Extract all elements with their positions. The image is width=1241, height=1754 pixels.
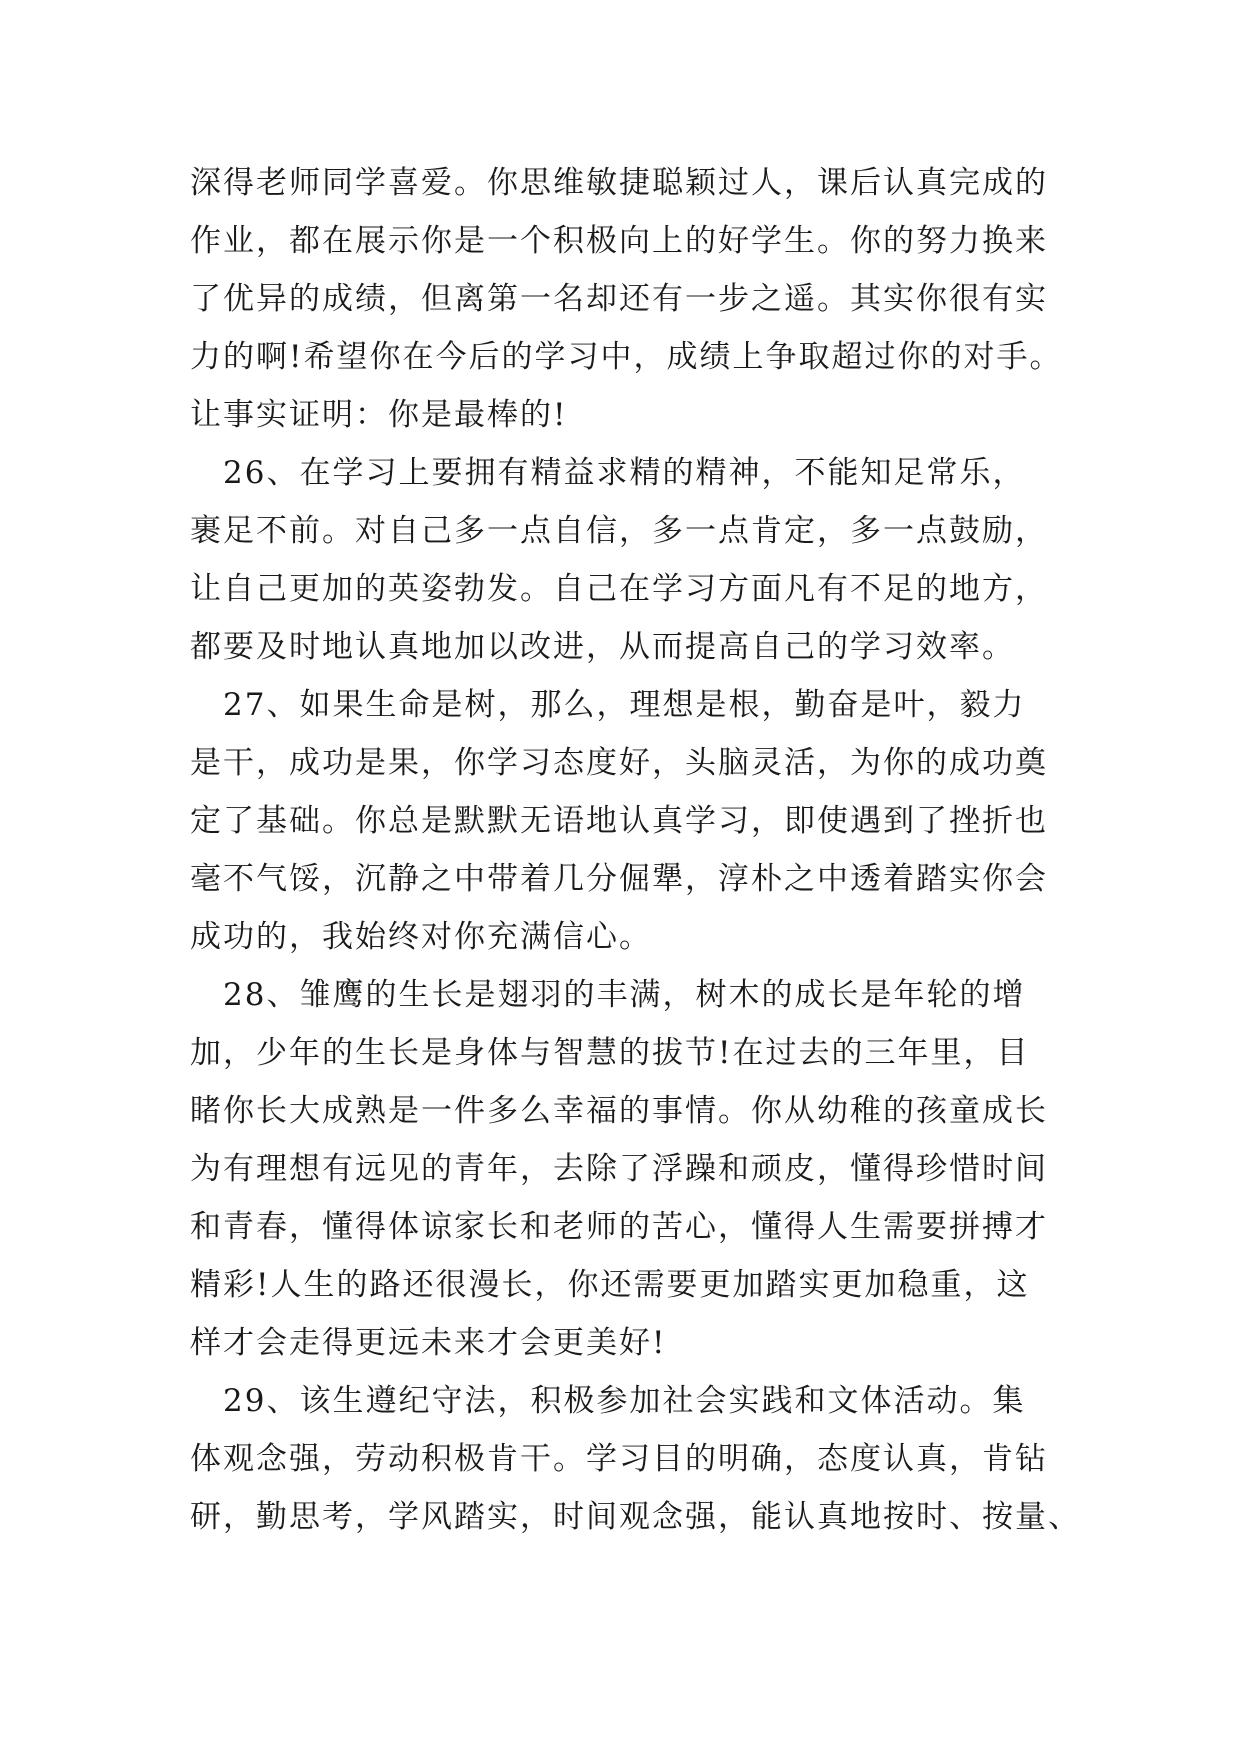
text-line: 29、该生遵纪守法，积极参加社会实践和文体活动。集	[190, 1383, 1026, 1419]
text-line: 和青春，懂得体谅家长和老师的苦心，懂得人生需要拼搏才	[190, 1209, 1048, 1245]
text-line: 裹足不前。对自己多一点自信，多一点肯定，多一点鼓励，	[190, 513, 1048, 549]
text-line: 定了基础。你总是默默无语地认真学习，即使遇到了挫折也	[190, 803, 1048, 839]
text-line: 加，少年的生长是身体与智慧的拔节!在过去的三年里，目	[190, 1035, 1030, 1071]
text-line: 深得老师同学喜爱。你思维敏捷聪颖过人，课后认真完成的	[190, 165, 1048, 201]
text-line: 毫不气馁，沉静之中带着几分倔犟，淳朴之中透着踏实你会	[190, 861, 1048, 897]
text-line: 体观念强，劳动积极肯干。学习目的明确，态度认真，肯钻	[190, 1441, 1048, 1477]
text-line: 精彩!人生的路还很漫长，你还需要更加踏实更加稳重，这	[190, 1267, 1030, 1303]
text-line: 成功的，我始终对你充满信心。	[190, 919, 652, 955]
text-line: 26、在学习上要拥有精益求精的精神，不能知足常乐，	[190, 455, 1026, 491]
text-line: 让自己更加的英姿勃发。自己在学习方面凡有不足的地方，	[190, 571, 1048, 607]
text-line: 样才会走得更远未来才会更美好!	[190, 1325, 667, 1361]
text-line: 27、如果生命是树，那么，理想是根，勤奋是叶，毅力	[190, 687, 1026, 723]
text-line: 力的啊!希望你在今后的学习中，成绩上争取超过你的对手。	[190, 339, 1063, 375]
text-line: 睹你长大成熟是一件多么幸福的事情。你从幼稚的孩童成长	[190, 1093, 1048, 1129]
paragraph-p27	[190, 676, 1070, 966]
paragraph-p29	[190, 1372, 1081, 1546]
document-body	[190, 154, 1081, 1546]
paragraph-p26	[190, 444, 1070, 676]
paragraph-p28	[190, 966, 1070, 1372]
text-line: 为有理想有远见的青年，去除了浮躁和顽皮，懂得珍惜时间	[190, 1151, 1048, 1187]
text-line: 是干，成功是果，你学习态度好，头脑灵活，为你的成功奠	[190, 745, 1048, 781]
text-line: 让事实证明：你是最棒的!	[190, 397, 568, 433]
paragraph-p25-cont	[190, 154, 1070, 444]
text-line: 28、雏鹰的生长是翅羽的丰满，树木的成长是年轮的增	[190, 977, 1026, 1013]
text-line: 作业，都在展示你是一个积极向上的好学生。你的努力换来	[190, 223, 1048, 259]
text-line: 了优异的成绩，但离第一名却还有一步之遥。其实你很有实	[190, 281, 1048, 317]
text-line: 研，勤思考，学风踏实，时间观念强，能认真地按时、按量、	[190, 1499, 1081, 1535]
text-line: 都要及时地认真地加以改进，从而提高自己的学习效率。	[190, 629, 1015, 665]
